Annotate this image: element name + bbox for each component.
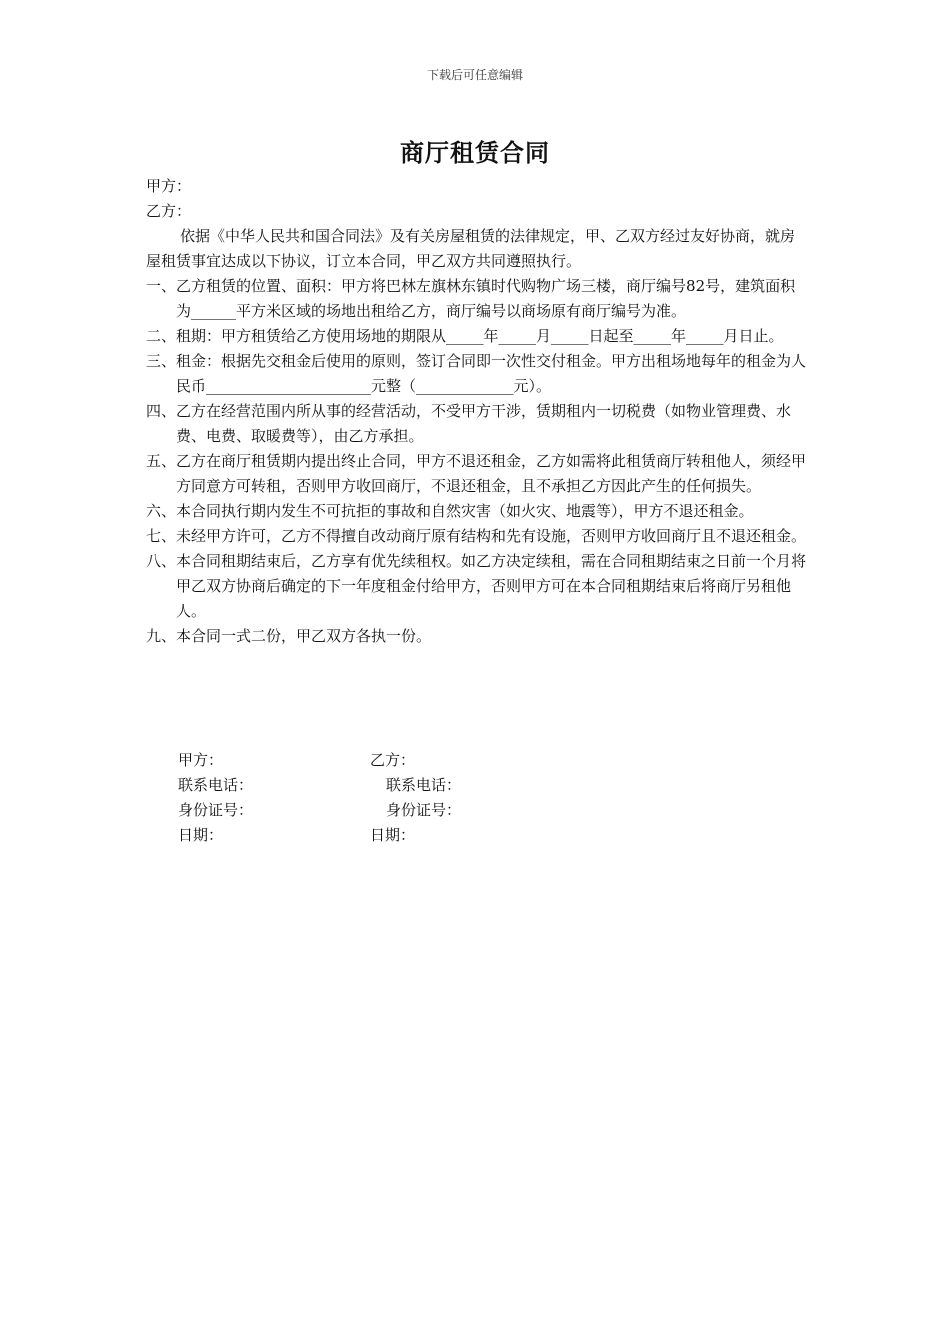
clause-4 [146, 399, 808, 449]
clause-5 [146, 449, 808, 499]
signature-date-a: 日期： [178, 826, 224, 844]
signature-party-a: 甲方： [178, 751, 224, 769]
document-title: 商厅租赁合同 [400, 138, 550, 167]
clause-number: 八、 [146, 552, 177, 570]
signature-date-b: 日期： [370, 826, 416, 844]
clause-text: 本合同一式二份，甲乙双方各执一份。 [176, 627, 432, 645]
party-b-label: 乙方： [146, 202, 192, 220]
signature-row-party [178, 748, 678, 773]
clause-number: 三、 [146, 352, 177, 370]
signature-phone-a: 联系电话： [178, 776, 254, 794]
clause-text: 租期：甲方租赁给乙方使用场地的期限从_____年_____月_____日起至_____年_____月日止。 [176, 327, 784, 345]
clause-text: 乙方在商厅租赁期内提出终止合同，甲方不退还租金，乙方如需将此租赁商厅转租他人，须经甲方同意方可转租，否则甲方收回商厅，不退还租金，且不承担乙方因此产生的任何损失。 [176, 452, 807, 495]
signature-block [178, 748, 678, 848]
contract-body [146, 174, 808, 649]
signature-row-id [178, 798, 678, 823]
clause-9 [146, 624, 808, 649]
clause-6 [146, 499, 808, 524]
clause-number: 二、 [146, 327, 177, 345]
page-header: 下载后可任意编辑 [426, 68, 523, 82]
clause-number: 七、 [146, 527, 177, 545]
clause-3 [146, 349, 808, 399]
signature-phone-b: 联系电话： [386, 776, 462, 794]
signature-party-b: 乙方： [370, 751, 416, 769]
signature-id-a: 身份证号： [178, 801, 254, 819]
clause-text: 本合同租期结束后，乙方享有优先续租权。如乙方决定续租，需在合同租期结束之日前一个月将甲乙双方协商后确定的下一年度租金付给甲方，否则甲方可在本合同租期结束后将商厅另租他人。 [176, 552, 807, 620]
clause-8 [146, 549, 808, 624]
clause-text: 未经甲方许可，乙方不得擅自改动商厅原有结构和先有设施，否则甲方收回商厅且不退还租金。 [176, 527, 807, 545]
clause-number: 五、 [146, 452, 177, 470]
clause-text: 乙方在经营范围内所从事的经营活动，不受甲方干涉，赁期租内一切税费（如物业管理费、水费、电费、取暖费等），由乙方承担。 [176, 402, 792, 445]
clause-2 [146, 324, 808, 349]
clause-7 [146, 524, 808, 549]
clause-text: 六、本合同执行期内发生不可抗拒的事故和自然灾害（如火灾、地震等），甲方不退还租金。 [146, 502, 754, 520]
signature-id-b: 身份证号： [386, 801, 462, 819]
clause-number: 一、 [146, 277, 177, 295]
intro-paragraph: 依据《中华人民共和国合同法》及有关房屋租赁的法律规定，甲、乙双方经过友好协商，就房屋租赁事宜达成以下协议，订立本合同，甲乙双方共同遵照执行。 [146, 227, 796, 270]
signature-row-phone [178, 773, 678, 798]
clause-number: 四、 [146, 402, 177, 420]
signature-row-date [178, 823, 678, 848]
clause-1 [146, 274, 808, 324]
clause-number: 九、 [146, 627, 177, 645]
clause-text: 租金：根据先交租金后使用的原则，签订合同即一次性交付租金。甲方出租场地每年的租金为人民币______________________元整（_____________元）。 [176, 352, 807, 395]
clause-text: 乙方租赁的位置、面积：甲方将巴林左旗林东镇时代购物广场三楼，商厅编号82号，建筑面积为______平方米区域的场地出租给乙方，商厅编号以商场原有商厅编号为准。 [176, 277, 796, 320]
party-a-label: 甲方： [146, 177, 192, 195]
